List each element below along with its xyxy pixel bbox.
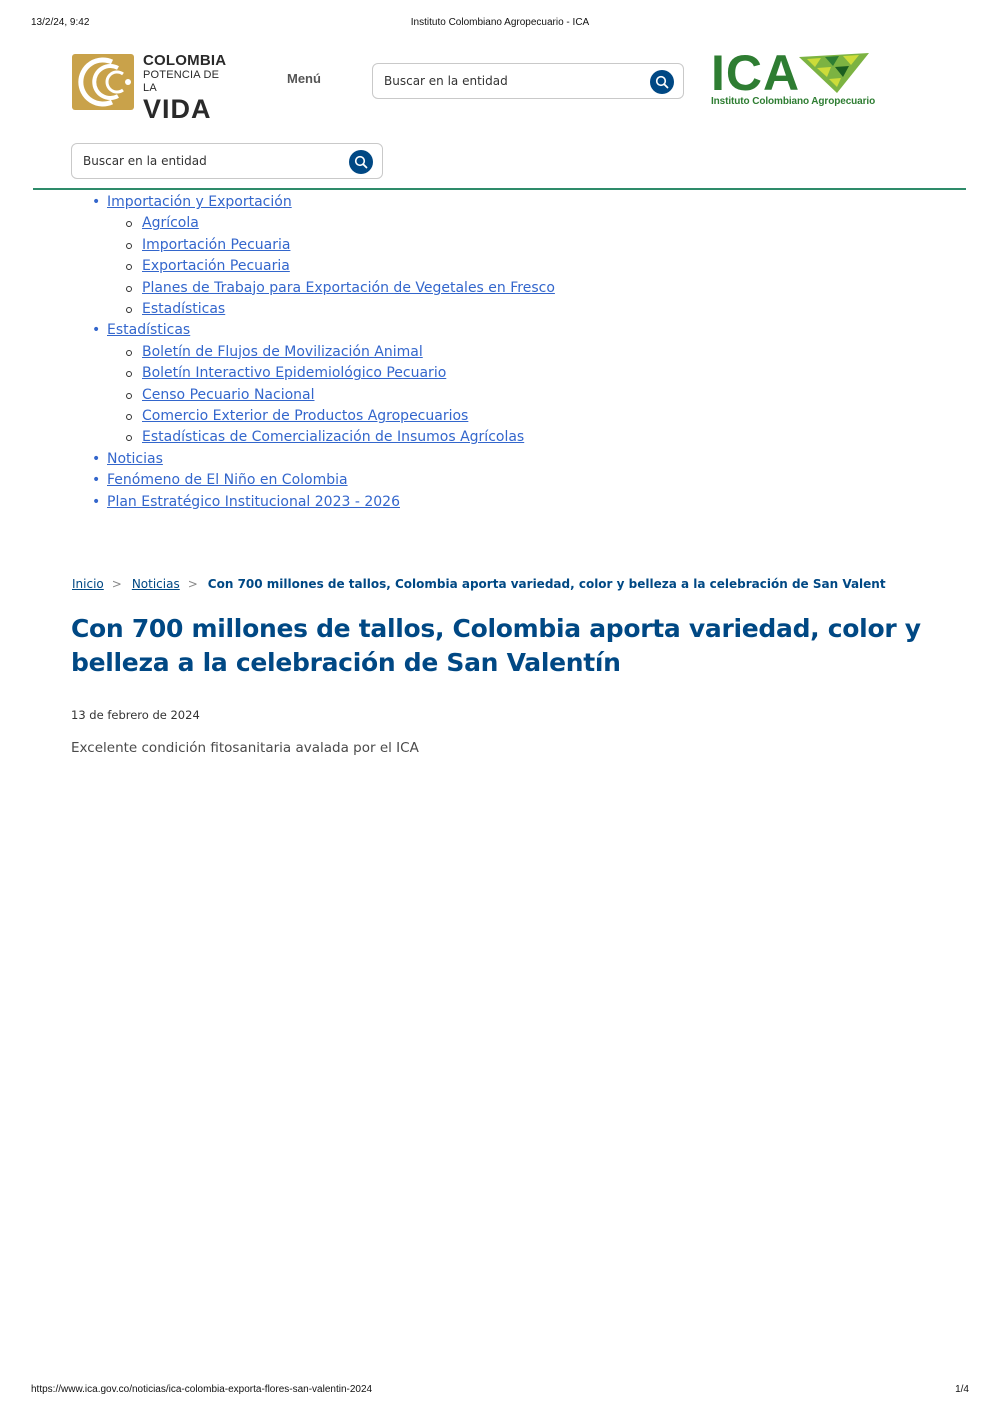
circle-bullet-icon — [126, 307, 132, 313]
secondary-search-box — [71, 143, 383, 179]
header-divider — [33, 188, 966, 190]
secondary-search-input[interactable] — [83, 152, 323, 170]
nav-link-comercio-exterior[interactable]: Comercio Exterior de Productos Agropecuarios — [142, 408, 469, 425]
nav-link-boletin-epidemiologico[interactable]: Boletín Interactivo Epidemiológico Pecuario — [142, 365, 447, 382]
print-url: https://www.ica.gov.co/noticias/ica-colombia-exporta-flores-san-valentin-2024 — [31, 1384, 373, 1395]
colombia-logo-icon — [72, 54, 134, 110]
ica-leaf-icon — [799, 53, 869, 93]
nav-link-estadisticas[interactable]: Estadísticas — [107, 322, 191, 339]
nav-subitem — [142, 213, 555, 234]
bullet-icon: • — [92, 450, 101, 467]
print-header — [31, 17, 969, 31]
circle-bullet-icon — [126, 221, 132, 227]
publication-date: 13 de febrero de 2024 — [71, 708, 200, 722]
logo-line-potencia: POTENCIA DE LA — [143, 69, 220, 94]
nav-subitem — [142, 363, 555, 384]
nav-link-plan-estrategico[interactable]: Plan Estratégico Institucional 2023 - 2026 — [107, 493, 400, 510]
nav-item-importacion-exportacion — [92, 192, 555, 320]
nav-subitem — [142, 406, 555, 427]
circle-bullet-icon — [126, 264, 132, 270]
main-navigation — [92, 192, 555, 513]
breadcrumb-home-link[interactable]: Inicio — [72, 577, 104, 591]
nav-link-fenomeno-nino[interactable]: Fenómeno de El Niño en Colombia — [107, 472, 348, 489]
ica-logo[interactable] — [711, 45, 876, 110]
ica-logo-subtitle: Instituto Colombiano Agropecuario — [711, 96, 876, 107]
circle-bullet-icon — [126, 350, 132, 356]
secondary-search-button[interactable] — [349, 150, 373, 174]
circle-bullet-icon — [126, 243, 132, 249]
colombia-potencia-de-la-vida-logo[interactable] — [72, 52, 232, 124]
chevron-right-icon: > — [187, 577, 198, 591]
page-title: Con 700 millones de tallos, Colombia aporta variedad, color y belleza a la celebración de San Valentín — [71, 614, 921, 677]
nav-link-estadisticas-import[interactable]: Estadísticas — [142, 301, 226, 318]
colombia-logo-text — [143, 52, 232, 123]
nav-subitem — [142, 385, 555, 406]
circle-bullet-icon — [126, 435, 132, 441]
menu-button[interactable]: Menú — [287, 71, 321, 86]
nav-link-comercializacion-insumos[interactable]: Estadísticas de Comercialización de Insumos Agrícolas — [142, 429, 525, 446]
nav-link-planes-de-trabajo[interactable]: Planes de Trabajo para Exportación de Vegetales en Fresco — [142, 279, 555, 296]
breadcrumb-current: Con 700 millones de tallos, Colombia aporta variedad, color y belleza a la celebración de San Valent — [207, 577, 886, 591]
chevron-right-icon: > — [111, 577, 122, 591]
header-search-button[interactable] — [650, 70, 674, 94]
nav-link-agricola[interactable]: Agrícola — [142, 215, 199, 232]
print-title: Instituto Colombiano Agropecuario - ICA — [410, 17, 590, 28]
circle-bullet-icon — [126, 286, 132, 292]
nav-item-noticias — [92, 449, 555, 470]
nav-link-importacion-pecuaria[interactable]: Importación Pecuaria — [142, 236, 291, 253]
nav-subitem — [142, 299, 555, 320]
bullet-icon: • — [92, 322, 101, 339]
nav-subitem — [142, 235, 555, 256]
print-date: 13/2/24, 9:42 — [31, 17, 90, 28]
nav-subitem — [142, 427, 555, 448]
nav-link-importacion-exportacion[interactable]: Importación y Exportación — [107, 194, 292, 210]
nav-link-boletin-flujos[interactable]: Boletín de Flujos de Movilización Animal — [142, 343, 423, 360]
bullet-icon: • — [92, 194, 101, 210]
breadcrumb-noticias-link[interactable]: Noticias — [131, 577, 180, 591]
header-search-input[interactable] — [384, 72, 624, 90]
circle-bullet-icon — [126, 414, 132, 420]
article-subtitle: Excelente condición fitosanitaria avalada por el ICA — [71, 740, 419, 756]
circle-bullet-icon — [126, 371, 132, 377]
header-search-box — [372, 63, 684, 99]
nav-subitem — [142, 342, 555, 363]
logo-line-colombia: COLOMBIA — [143, 52, 227, 69]
bullet-icon: • — [92, 472, 101, 489]
bullet-icon: • — [92, 493, 101, 510]
nav-item-plan-estrategico — [92, 492, 555, 513]
search-icon — [354, 155, 368, 169]
nav-subitem — [142, 278, 555, 299]
logo-line-vida: VIDA — [143, 94, 212, 124]
print-page-number: 1/4 — [955, 1384, 969, 1395]
search-icon — [655, 75, 669, 89]
nav-link-noticias[interactable]: Noticias — [107, 450, 163, 467]
nav-link-exportacion-pecuaria[interactable]: Exportación Pecuaria — [142, 258, 290, 275]
nav-subitem — [142, 256, 555, 277]
circle-bullet-icon — [126, 393, 132, 399]
ica-logo-word: ICA — [711, 45, 801, 101]
nav-item-fenomeno-nino — [92, 470, 555, 491]
nav-item-estadisticas — [92, 320, 555, 448]
breadcrumb — [72, 577, 886, 591]
nav-link-censo-pecuario[interactable]: Censo Pecuario Nacional — [142, 386, 315, 403]
print-footer — [31, 1384, 969, 1398]
